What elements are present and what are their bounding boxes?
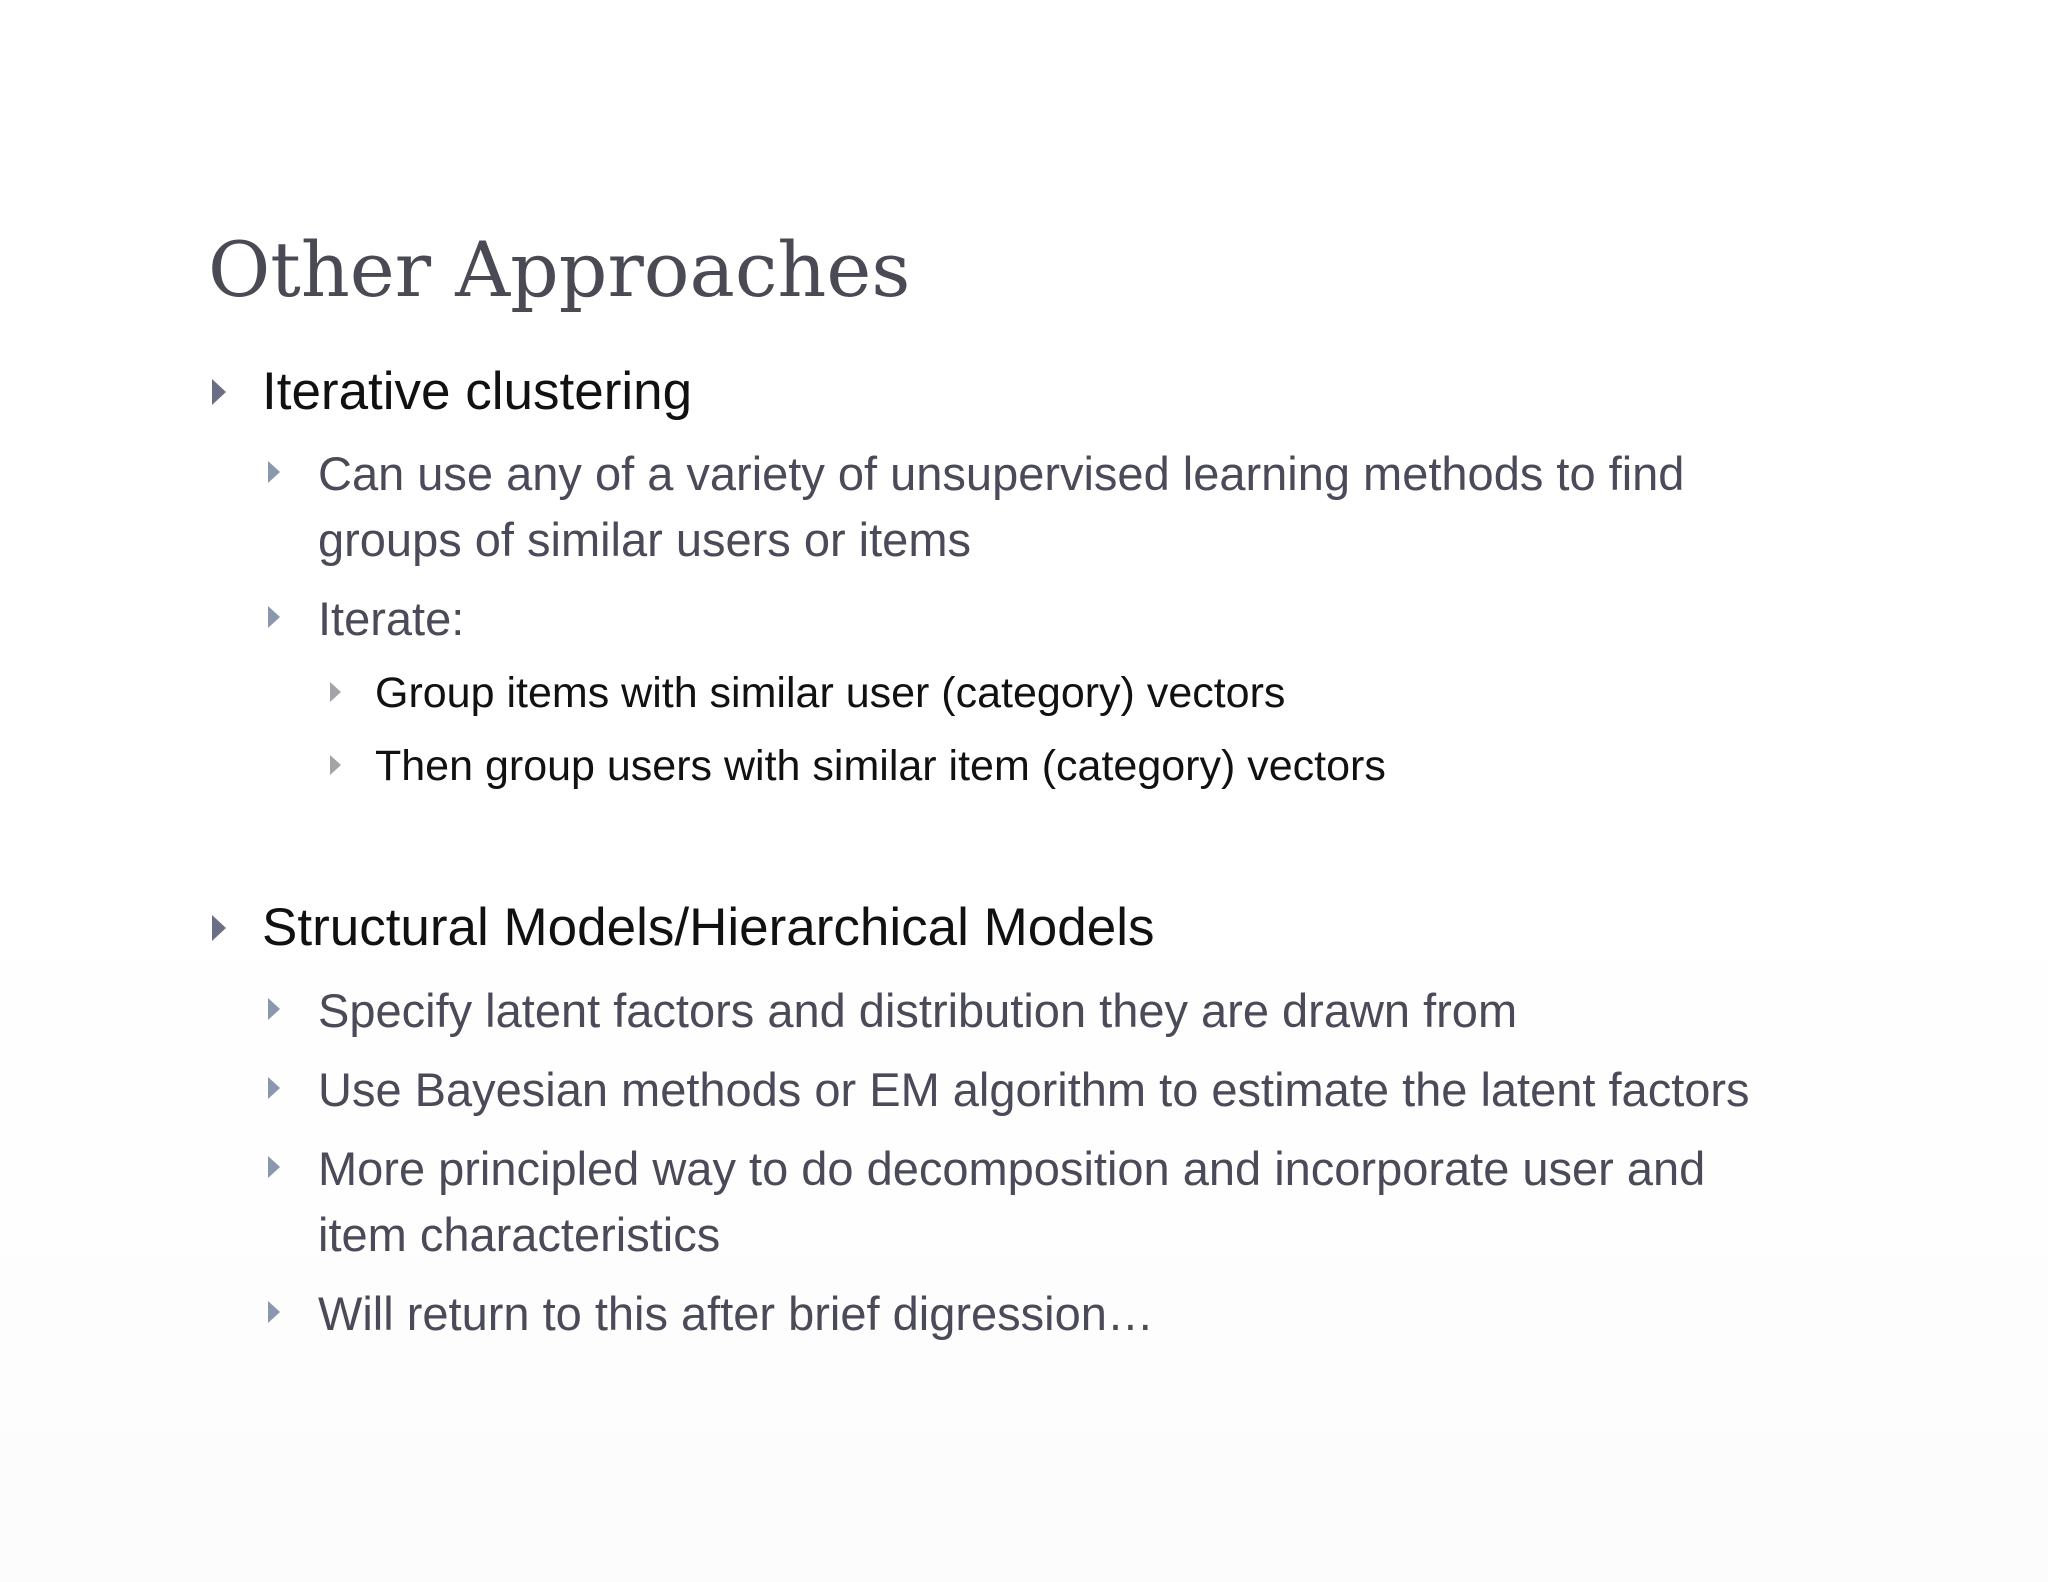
bullet-will-return <box>318 1281 1154 1347</box>
bullet-unsupervised-methods-continued <box>318 507 971 573</box>
bullet-principled-way <box>318 1136 1705 1202</box>
bullet-text-line2: groups of similar users or items <box>318 513 971 566</box>
bullet-text: Iterate: <box>318 592 465 645</box>
bullet-text-line1: More principled way to do decomposition and incorporate user and <box>318 1142 1706 1195</box>
bullet-text: Use Bayesian methods or EM algorithm to estimate the latent factors <box>318 1063 1750 1116</box>
bullet-iterate <box>318 586 464 652</box>
bullet-text: Will return to this after brief digression… <box>318 1287 1154 1340</box>
bullet-arrow-icon <box>268 461 280 483</box>
bullet-arrow-icon <box>212 379 226 405</box>
bullet-arrow-icon <box>268 1301 280 1323</box>
subbullet-group-users <box>375 737 1386 795</box>
bullet-text-line2: item characteristics <box>318 1208 721 1261</box>
bullet-latent-factors <box>318 978 1517 1044</box>
subbullet-group-items <box>375 664 1285 722</box>
bullet-bayesian-methods <box>318 1057 1750 1123</box>
bullet-text: Structural Models/Hierarchical Models <box>262 898 1155 957</box>
bullet-text-line1: Can use any of a variety of unsupervised learning methods to find <box>318 447 1685 500</box>
bullet-structural-models <box>262 894 1155 962</box>
bullet-arrow-icon <box>268 606 280 628</box>
bullet-arrow-icon <box>268 1156 280 1178</box>
bullet-text: Specify latent factors and distribution they are drawn from <box>318 984 1518 1037</box>
bullet-text: Iterative clustering <box>262 362 693 421</box>
slide-title: Other Approaches <box>208 225 911 314</box>
bullet-arrow-icon <box>330 682 341 702</box>
bullet-principled-way-continued <box>318 1202 720 1268</box>
bullet-arrow-icon <box>212 915 226 941</box>
bullet-unsupervised-methods <box>318 441 1684 507</box>
bullet-text: Then group users with similar item (category) vectors <box>375 742 1386 790</box>
bullet-arrow-icon <box>268 998 280 1020</box>
bullet-text: Group items with similar user (category) vectors <box>375 669 1286 717</box>
bullet-iterative-clustering <box>262 358 692 426</box>
bullet-arrow-icon <box>268 1077 280 1099</box>
bullet-arrow-icon <box>330 755 341 775</box>
